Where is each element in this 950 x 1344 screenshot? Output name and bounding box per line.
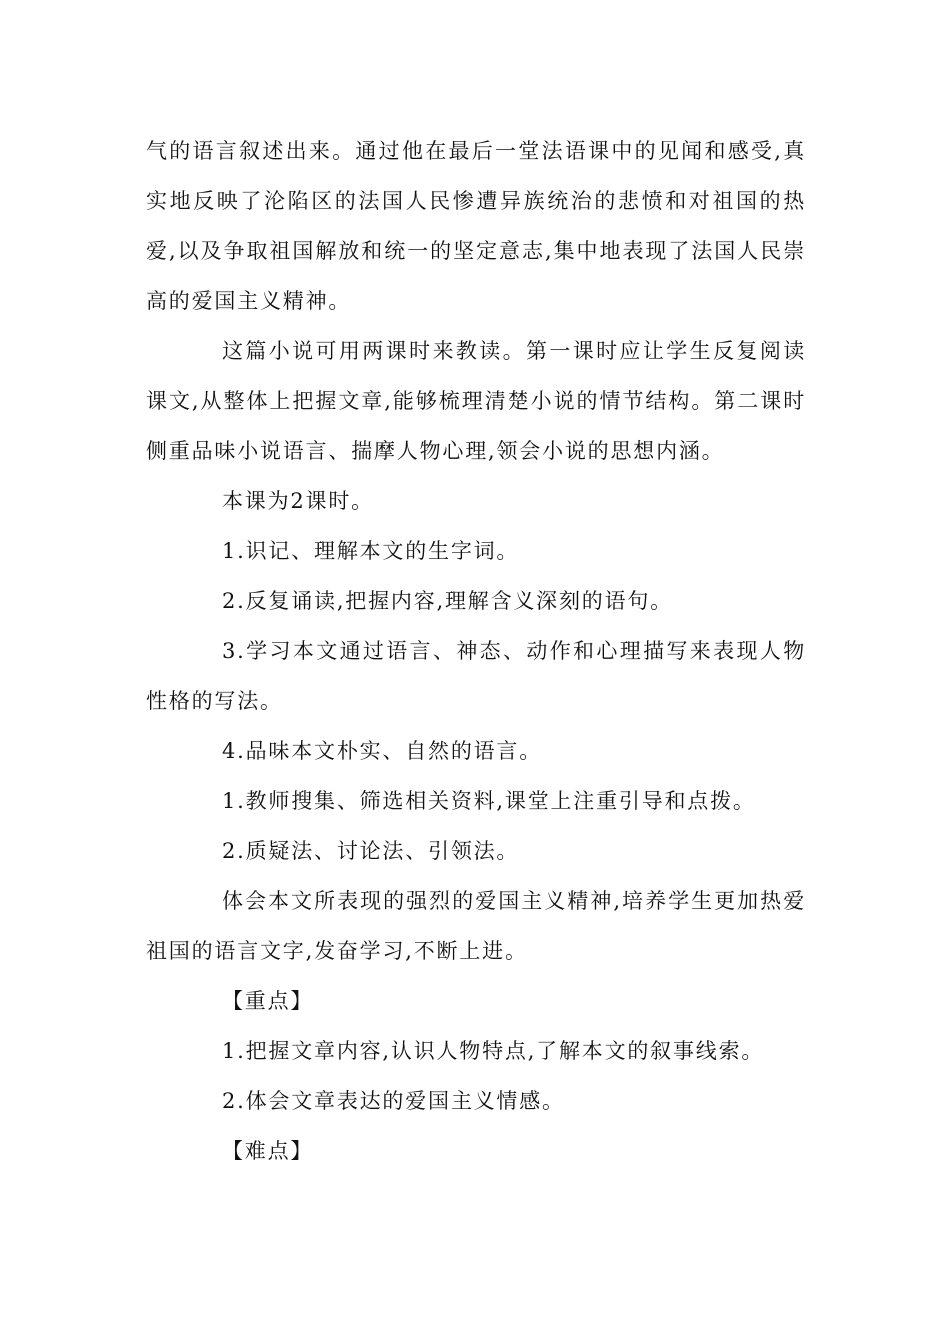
goal-item-1: 1.识记、理解本文的生字词。 xyxy=(222,539,520,563)
document-body xyxy=(146,126,806,1176)
method-item-1: 1.教师搜集、筛选相关资料,课堂上注重引导和点拨。 xyxy=(222,789,756,813)
goal-item-4: 4.品味本文朴实、自然的语言。 xyxy=(222,739,543,763)
paragraph-continuation: 气的语言叙述出来。通过他在最后一堂法语课中的见闻和感受,真实地反映了沦陷区的法国人民惨遭异族统治的悲愤和对祖国的热爱,以及争取祖国解放和统一的坚定意志,集中地表现了法国人民崇高的爱国主义精神。 xyxy=(146,139,806,313)
paragraph-emotional-goal: 体会本文所表现的强烈的爱国主义精神,培养学生更加热爱祖国的语言文字,发奋学习,不断上进。 xyxy=(146,889,806,963)
heading-key-points: 【重点】 xyxy=(222,989,314,1013)
goal-item-2: 2.反复诵读,把握内容,理解含义深刻的语句。 xyxy=(222,589,673,613)
key-point-item-2: 2.体会文章表达的爱国主义情感。 xyxy=(222,1089,565,1113)
heading-difficult-points: 【难点】 xyxy=(222,1139,314,1163)
method-item-2: 2.质疑法、讨论法、引领法。 xyxy=(222,839,520,863)
goal-item-3: 3.学习本文通过语言、神态、动作和心理描写来表现人物性格的写法。 xyxy=(146,639,806,713)
key-point-item-1: 1.把握文章内容,认识人物特点,了解本文的叙事线索。 xyxy=(222,1039,765,1063)
paragraph-teaching-plan: 这篇小说可用两课时来教读。第一课时应让学生反复阅读课文,从整体上把握文章,能够梳理清楚小说的情节结构。第二课时侧重品味小说语言、揣摩人物心理,领会小说的思想内涵。 xyxy=(146,339,806,463)
paragraph-class-hours: 本课为2课时。 xyxy=(222,489,374,513)
